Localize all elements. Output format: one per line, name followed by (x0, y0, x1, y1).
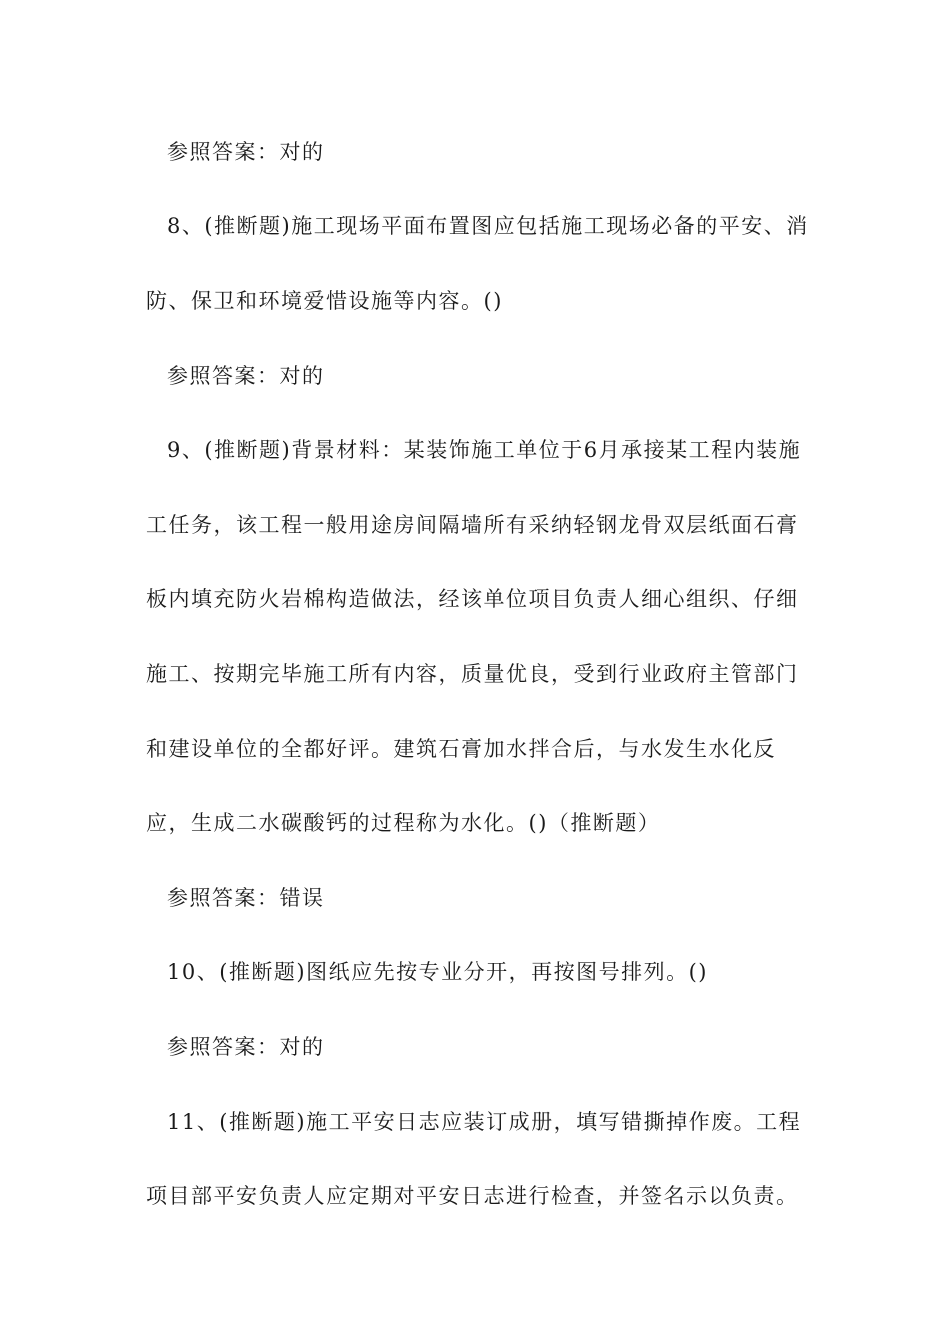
question-9-line-3: 板内填充防火岩棉构造做法，经该单位项目负责人细心组织、仔细 (146, 587, 799, 611)
question-11-line-2: 项目部平安负责人应定期对平安日志进行检查，并签名示以负责。 (146, 1184, 799, 1208)
question-9-line-4: 施工、按期完毕施工所有内容，质量优良，受到行业政府主管部门 (146, 662, 799, 686)
question-11-line-1: 11、(推断题)施工平安日志应装订成册，填写错撕掉作废。工程 (167, 1110, 802, 1134)
question-9-line-2: 工任务，该工程一般用途房间隔墙所有采纳轻钢龙骨双层纸面石膏 (146, 513, 799, 537)
answer-line: 参照答案：错误 (167, 886, 325, 910)
answer-line: 参照答案：对的 (167, 364, 325, 388)
question-8-line-1: 8、(推断题)施工现场平面布置图应包括施工现场必备的平安、消 (167, 214, 809, 238)
answer-line: 参照答案：对的 (167, 1035, 325, 1059)
question-9-line-1: 9、(推断题)背景材料：某装饰施工单位于6月承接某工程内装施 (167, 438, 802, 462)
question-10-line-1: 10、(推断题)图纸应先按专业分开，再按图号排列。() (167, 960, 708, 984)
question-8-line-2: 防、保卫和环境爱惜设施等内容。() (146, 289, 503, 313)
question-9-line-6: 应，生成二水碳酸钙的过程称为水化。()（推断题） (146, 811, 661, 835)
answer-line: 参照答案：对的 (167, 140, 325, 164)
question-9-line-5: 和建设单位的全都好评。建筑石膏加水拌合后，与水发生水化反 (146, 737, 776, 761)
